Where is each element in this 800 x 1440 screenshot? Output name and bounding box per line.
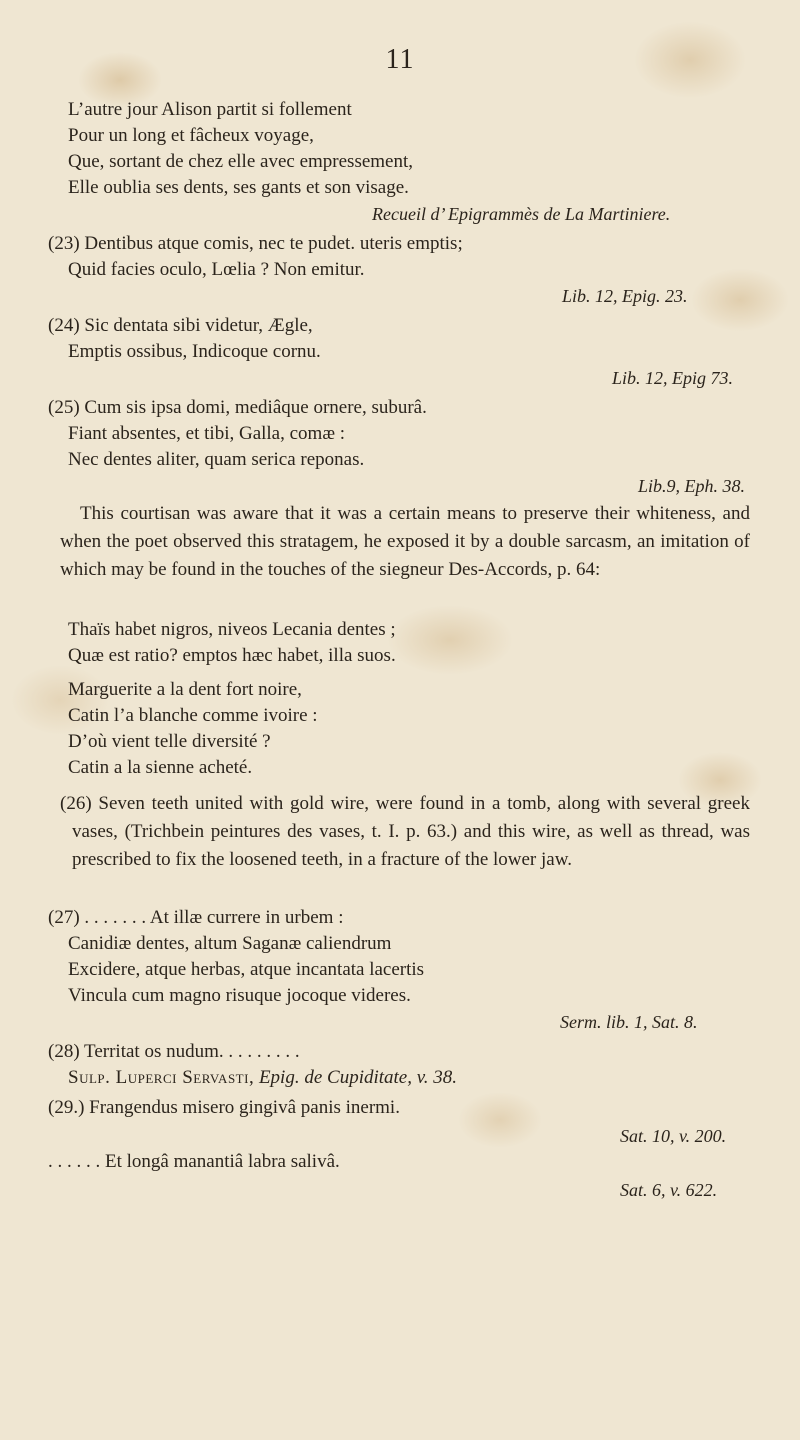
page-number: 11 — [385, 44, 415, 75]
verse-line: L’autre jour Alison partit si follement — [68, 99, 352, 120]
source-citation: Sat. 6, v. 622. — [620, 1180, 718, 1200]
verse-line: (29.) Frangendus misero gingivâ panis inermi. — [48, 1097, 400, 1118]
verse-line: (28) Territat os nudum. . . . . . . . . — [48, 1041, 300, 1062]
verse-line: Quæ est ratio? emptos hæc habet, illa suos. — [68, 645, 396, 666]
verse-line: Que, sortant de chez elle avec empressement, — [68, 151, 414, 172]
source-citation: Lib.9, Eph. 38. — [638, 476, 746, 496]
verse-line: Pour un long et fâcheux voyage, — [68, 125, 314, 146]
verse-line: Fiant absentes, et tibi, Galla, comæ : — [68, 423, 346, 444]
author-name: Sulp. Luperci Servasti, — [68, 1067, 255, 1088]
verse-line: . . . . . . Et longâ manantiâ labra salivâ. — [48, 1151, 340, 1172]
verse-line: (24) Sic dentata sibi videtur, Ægle, — [48, 315, 313, 336]
verse-line: Excidere, atque herbas, atque incantata lacertis — [68, 959, 425, 980]
body-paragraph: This courtisan was aware that it was a certain means to preserve their whiteness, and when the poet observed this stratagem, he exposed it by a double sarcasm, an imitation of which may be found in the touches of the siegneur Des-Accords, p. 64: — [60, 503, 750, 580]
verse-line: (25) Cum sis ipsa domi, mediâque ornere, suburâ. — [48, 397, 427, 418]
verse-line: Emptis ossibus, Indicoque cornu. — [68, 341, 321, 362]
verse-line: (23) Dentibus atque comis, nec te pudet. uteris emptis; — [48, 233, 463, 254]
verse-line: Thaïs habet nigros, niveos Lecania dentes ; — [68, 619, 396, 640]
work-title: Epig. de Cupiditate, v. 38. — [258, 1067, 458, 1088]
source-citation: Lib. 12, Epig. 23. — [562, 286, 688, 306]
verse-line: Catin l’a blanche comme ivoire : — [68, 705, 318, 726]
verse-line: Marguerite a la dent fort noire, — [68, 679, 302, 700]
verse-line: Vincula cum magno risuque jocoque videres. — [68, 985, 411, 1006]
verse-line: Nec dentes aliter, quam serica reponas. — [68, 449, 365, 470]
verse-line: (27) . . . . . . . At illæ currere in urbem : — [48, 907, 344, 928]
verse-line: Elle oublia ses dents, ses gants et son visage. — [68, 177, 409, 198]
citation-line — [68, 1066, 457, 1090]
note-26: (26) Seven teeth united with gold wire, were found in a tomb, along with several greek vases, (Trichbein peintures des vases, t. I. p. 63.) and this wire, as well as thread, was prescribed to fix the loosened teeth, in a fracture of the lower jaw. — [60, 793, 750, 870]
source-citation: Recueil d’ Epigrammès de La Martiniere. — [372, 204, 671, 224]
verse-line: D’où vient telle diversité ? — [68, 731, 271, 752]
source-citation: Lib. 12, Epig 73. — [612, 368, 734, 388]
source-citation: Sat. 10, v. 200. — [620, 1126, 727, 1146]
source-citation: Serm. lib. 1, Sat. 8. — [560, 1012, 698, 1032]
verse-line: Canidiæ dentes, altum Saganæ caliendrum — [68, 933, 392, 954]
verse-line: Quid facies oculo, Lœlia ? Non emitur. — [68, 259, 365, 280]
verse-line: Catin a la sienne acheté. — [68, 757, 253, 778]
